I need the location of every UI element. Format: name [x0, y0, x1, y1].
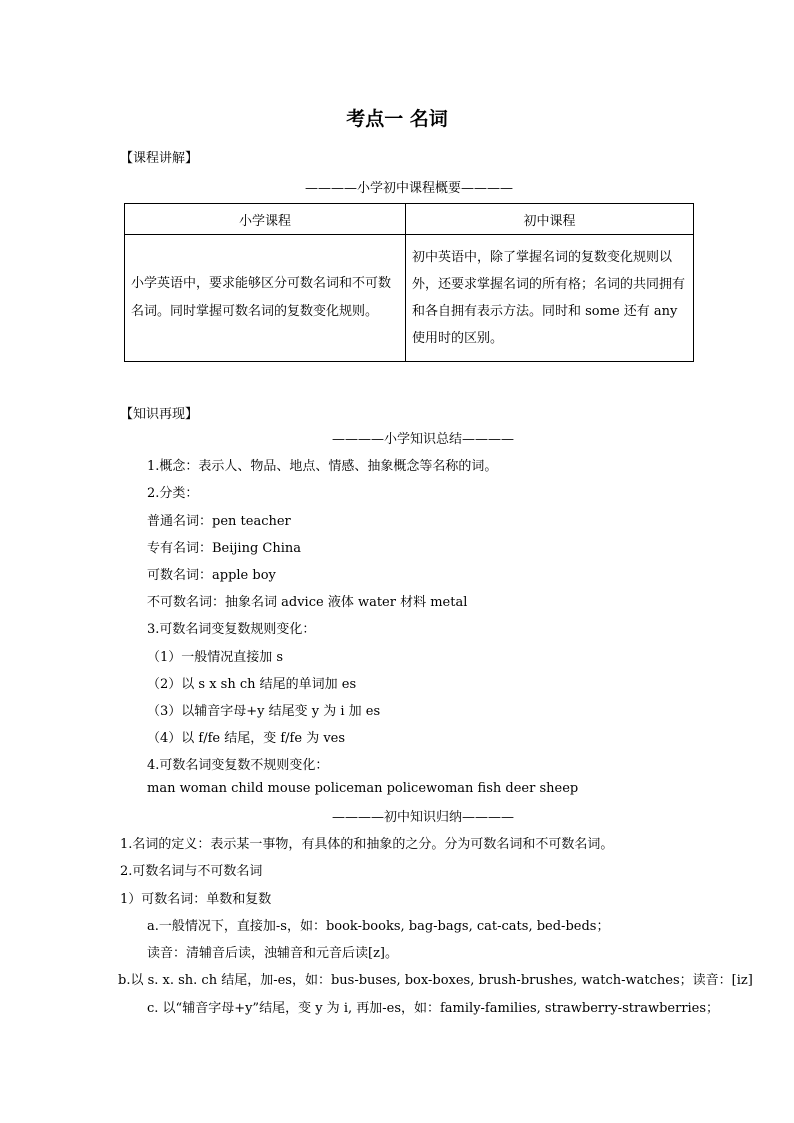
primary-line: （2）以 s x sh ch 结尾的单词加 es — [147, 677, 357, 692]
header-primary-course: 小学课程 — [125, 204, 406, 235]
junior-line: 1）可数名词：单数和复数 — [120, 892, 272, 907]
junior-line: a.一般情况下，直接加-s，如：book-books, bag-bags, cat-cats, bed-beds； — [147, 919, 610, 934]
primary-line: 2.分类： — [147, 486, 199, 501]
page-title: 考点一 名词 — [346, 108, 448, 130]
junior-course-cell: 初中英语中，除了掌握名词的复数变化规则以外，还要求掌握名词的所有格；名词的共同拥有和各自拥有表示方法。同时和 some 还有 any 使用时的区别。 — [406, 235, 694, 362]
primary-line: （1）一般情况直接加 s — [147, 650, 284, 665]
overview-divider: ————小学初中课程概要———— — [304, 181, 513, 196]
junior-line: 2.可数名词与不可数名词 — [120, 864, 263, 879]
table-header-row — [125, 204, 694, 235]
primary-line: man woman child mouse policeman policewoman fish deer sheep — [147, 781, 579, 796]
primary-line: （4）以 f/fe 结尾，变 f/fe 为 ves — [147, 731, 346, 746]
header-junior-course: 初中课程 — [406, 204, 694, 235]
section-heading-lecture: 【课程讲解】 — [120, 151, 199, 166]
course-comparison-table — [124, 203, 694, 362]
primary-line: 不可数名词：抽象名词 advice 液体 water 材料 metal — [147, 595, 468, 610]
primary-line: 3.可数名词变复数规则变化： — [147, 622, 316, 637]
junior-line: 读音：清辅音后读，浊辅音和元音后读[z]。 — [147, 946, 398, 961]
primary-line: 普通名词：pen teacher — [147, 514, 291, 529]
primary-line: （3）以辅音字母+y 结尾变 y 为 i 加 es — [147, 704, 381, 719]
junior-line: b.以 s. x. sh. ch 结尾，加-es，如：bus-buses, box-boxes, brush-brushes, watch-watches；读音：[iz] — [118, 973, 753, 988]
junior-summary-divider: ————初中知识归纳———— — [331, 810, 514, 825]
primary-line: 1.概念：表示人、物品、地点、情感、抽象概念等名称的词。 — [147, 459, 498, 474]
primary-line: 可数名词：apple boy — [147, 568, 276, 583]
table-row — [125, 235, 694, 362]
primary-summary-divider: ————小学知识总结———— — [331, 432, 514, 447]
primary-course-cell: 小学英语中，要求能够区分可数名词和不可数名词。同时掌握可数名词的复数变化规则。 — [125, 235, 406, 362]
junior-line: 1.名词的定义：表示某一事物，有具体的和抽象的之分。分为可数名词和不可数名词。 — [120, 837, 614, 852]
primary-line: 专有名词：Beijing China — [147, 541, 302, 556]
section-heading-knowledge: 【知识再现】 — [120, 407, 199, 422]
primary-line: 4.可数名词变复数不规则变化： — [147, 758, 329, 773]
junior-line: c. 以“辅音字母+y”结尾，变 y 为 i, 再加-es，如：family-families, strawberry-strawberries； — [147, 1001, 720, 1016]
